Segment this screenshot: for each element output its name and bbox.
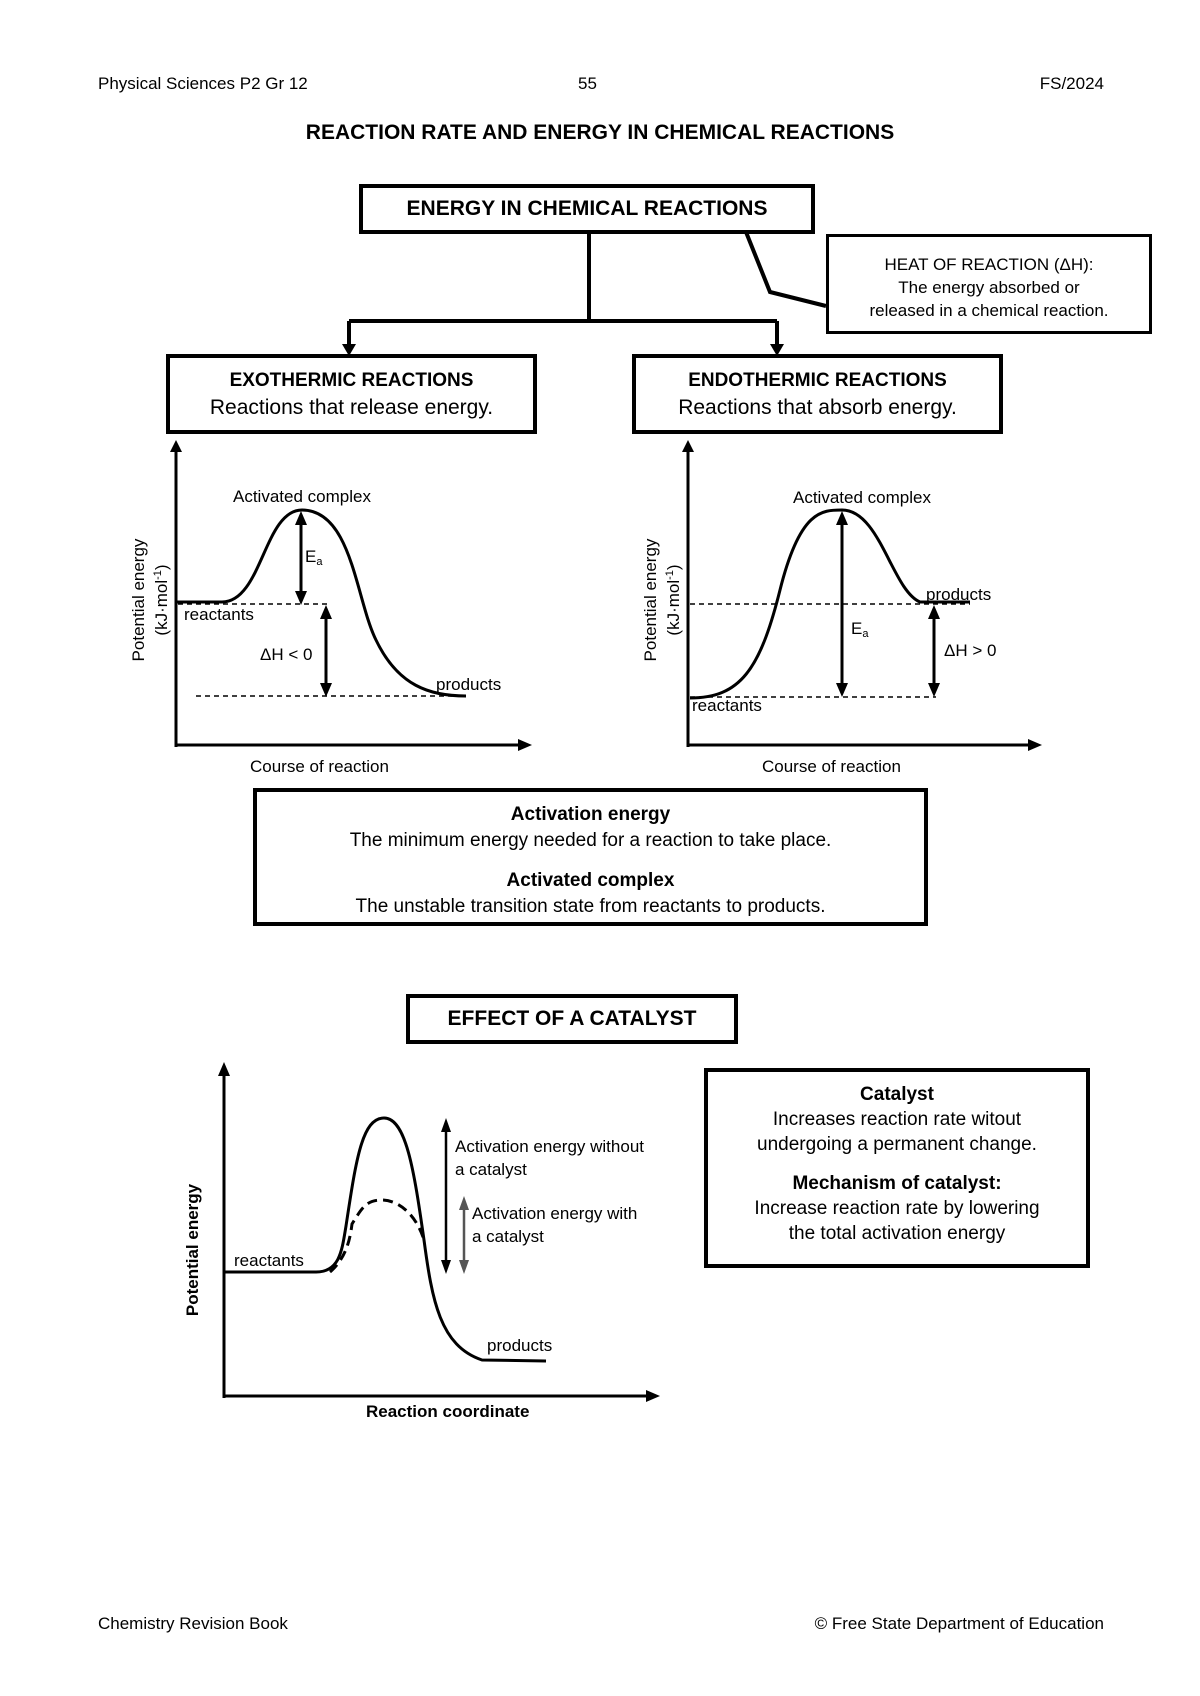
exothermic-desc: Reactions that release energy. [209, 396, 494, 419]
mechanism-title: Mechanism of catalyst: [792, 1173, 1002, 1194]
catalyst-definition-box [704, 1068, 1090, 1268]
endo-ea-label: Ea [851, 619, 869, 640]
cat-with-label-1: Activation energy with [472, 1204, 638, 1223]
catalyst-line-2: undergoing a permanent change. [757, 1134, 1037, 1155]
mechanism-line-2: the total activation energy [788, 1223, 1006, 1244]
svg-text:Potential energy: Potential energy [129, 538, 148, 662]
endothermic-title: ENDOTHERMIC REACTIONS [688, 370, 947, 391]
page-title: REACTION RATE AND ENERGY IN CHEMICAL REACTIONS [305, 121, 895, 144]
endothermic-desc: Reactions that absorb energy. [678, 396, 957, 419]
footer-left: Chemistry Revision Book [98, 1614, 288, 1633]
exo-peak-label: Activated complex [233, 487, 371, 506]
heat-box-title: HEAT OF REACTION (ΔH): [884, 255, 1094, 274]
page-number: 55 [578, 74, 597, 93]
heat-box-line-1: The energy absorbed or [898, 278, 1080, 297]
cat-x-arrowhead [646, 1390, 660, 1402]
exo-dh-label: ΔH < 0 [260, 645, 313, 664]
cat-y-axis-label: Potential energy [183, 1183, 202, 1317]
endo-dh-label: ΔH > 0 [944, 641, 997, 660]
footer-right: © Free State Department of Education [814, 1614, 1104, 1633]
energy-box-title: ENERGY IN CHEMICAL REACTIONS [406, 197, 768, 220]
activated-complex-title: Activated complex [506, 870, 675, 891]
catalyst-heading: EFFECT OF A CATALYST [447, 1007, 697, 1030]
svg-text:(kJ·mol-1): (kJ·mol$^{-1}$) [152, 564, 171, 636]
header-left: Physical Sciences P2 Gr 12 [98, 74, 308, 93]
cat-without-label-1: Activation energy without [455, 1137, 644, 1156]
activation-energy-title: Activation energy [510, 804, 671, 825]
cat-y-arrowhead [218, 1062, 230, 1076]
catalyst-title: Catalyst [860, 1084, 934, 1105]
cat-with-label-2: a catalyst [472, 1227, 544, 1246]
endo-products-label: products [926, 585, 992, 604]
cat-products-label: products [487, 1336, 553, 1355]
exo-x-axis-label: Course of reaction [250, 757, 389, 776]
svg-text:(kJ·mol-1): (kJ·mol$^{-1}$) [664, 564, 683, 636]
cat-reactants-label: reactants [234, 1251, 304, 1270]
catalyst-line-1: Increases reaction rate witout [772, 1109, 1022, 1130]
cat-without-label-2: a catalyst [455, 1160, 527, 1179]
exo-ea-label: Ea [305, 547, 323, 568]
mechanism-line-1: Increase reaction rate by lowering [754, 1198, 1040, 1219]
endo-peak-label: Activated complex [793, 488, 931, 507]
endo-x-axis-label: Course of reaction [762, 757, 901, 776]
exothermic-title: EXOTHERMIC REACTIONS [229, 370, 474, 391]
exo-products-label: products [436, 675, 502, 694]
activated-complex-text: The unstable transition state from reactants to products. [355, 896, 826, 917]
heat-box-line-2: released in a chemical reaction. [869, 301, 1109, 320]
header-right: FS/2024 [1039, 74, 1104, 93]
cat-x-axis-label: Reaction coordinate [366, 1402, 530, 1421]
activation-energy-text: The minimum energy needed for a reaction to take place. [349, 830, 832, 851]
svg-text:Potential energy: Potential energy [641, 538, 660, 662]
exo-reactants-label: reactants [184, 605, 254, 624]
endo-reactants-label: reactants [692, 696, 762, 715]
